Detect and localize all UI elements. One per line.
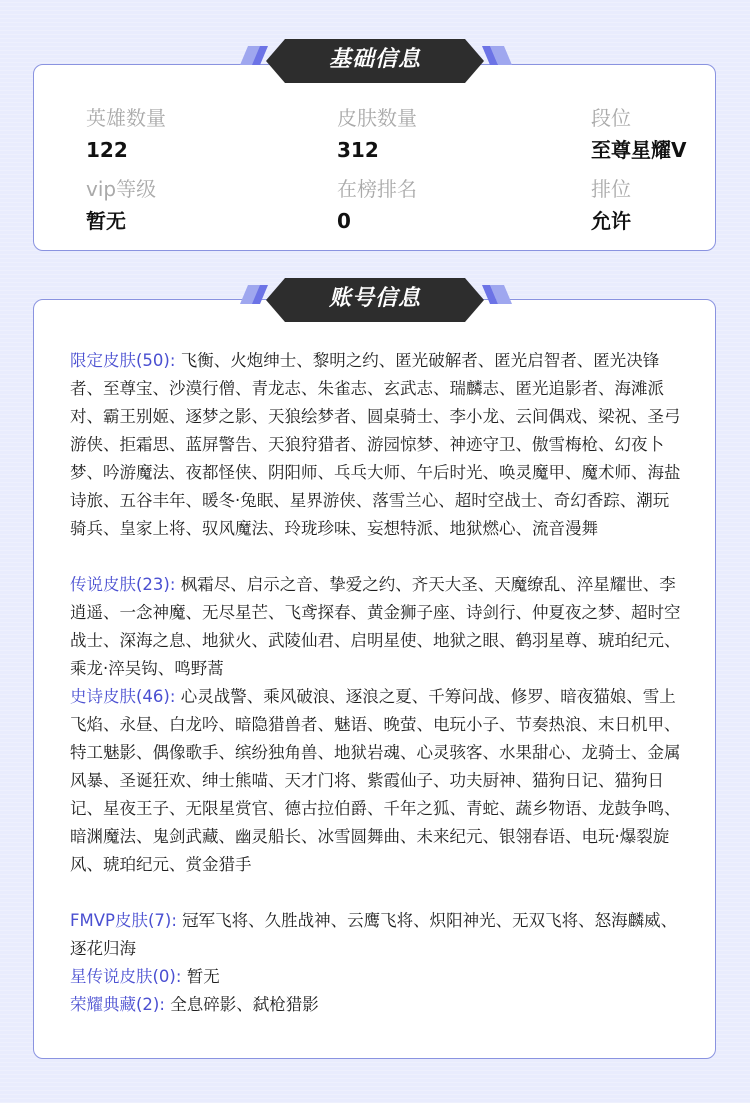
limited-skins-group [70,347,682,543]
limited-skins-label: 限定皮肤(50): [70,351,176,370]
legendary-skins-group [70,571,682,683]
ranked-mode-value: 允许 [591,209,631,233]
skin-count-item [337,105,417,163]
account-info-card [33,299,716,1059]
glory-collection-group [70,991,682,1019]
vip-level-item [86,176,156,234]
skin-count-label: 皮肤数量 [337,106,417,130]
hero-count-label: 英雄数量 [86,106,166,130]
rank-tier-value: 至尊星耀V [591,138,687,162]
legendary-skins-label: 传说皮肤(23): [70,575,176,594]
basic-info-title: 基础信息 [328,47,421,72]
ranked-mode-label: 排位 [591,177,631,201]
skin-count-value: 312 [337,138,379,162]
star-legend-skins-list: 暂无 [186,967,220,986]
ranked-mode-item [591,176,631,234]
glory-collection-list: 全息碎影、弑枪猎影 [170,995,319,1014]
rank-tier-label: 段位 [591,106,631,130]
leaderboard-rank-value: 0 [337,209,351,233]
account-info-title: 账号信息 [328,286,421,311]
fmvp-skins-list: 冠军飞将、久胜战神、云鹰飞将、炽阳神光、无双飞将、怒海麟威、逐花归海 [70,911,678,958]
limited-skins-list: 飞衡、火炮绅士、黎明之约、匿光破解者、匿光启智者、匿光决锋者、至尊宝、沙漠行僧、青龙志、朱雀志、玄武志、瑞麟志、匿光追影者、海滩派对、霸王别姬、逐梦之影、天狼绘梦者、圆桌骑士、李小龙、云间偶戏、梁祝、圣弓游侠、拒霜思、蓝屏警告、天狼狩猎者、游园惊梦、神迹守卫、傲雪梅枪、幻夜卜梦、吟游魔法、夜都怪侠、阴阳师、乓乓大师、午后时光、唤灵魔甲、魔术师、海盐诗旅、五谷丰年、暖冬·兔眠、星界游侠、落雪兰心、超时空战士、奇幻香踪、潮玩骑兵、皇家上将、驭风魔法、玲珑珍味、妄想特派、地狱燃心、流音漫舞 [70,351,681,538]
vip-level-value: 暂无 [86,209,126,233]
rank-tier-item [591,105,686,163]
basic-info-header [0,37,750,85]
basic-info-card [33,64,716,251]
epic-skins-list: 心灵战警、乘风破浪、逐浪之夏、千筹问战、修罗、暗夜猫娘、雪上飞焰、永昼、白龙吟、暗隐猎兽者、魅语、晚萤、电玩小子、节奏热浪、末日机甲、特工魅影、偶像歌手、缤纷独角兽、地狱岩魂、心灵骇客、水果甜心、龙骑士、金属风暴、圣诞狂欢、绅士熊喵、天才门将、紫霞仙子、功夫厨神、猫狗日记、猫狗日记、星夜王子、无限星赏官、德古拉伯爵、千年之狐、青蛇、蔬乡物语、龙鼓争鸣、暗渊魔法、鬼剑武藏、幽灵船长、冰雪圆舞曲、未来纪元、银翎春语、电玩·爆裂旋风、琥珀纪元、赏金猎手 [70,687,681,874]
vip-level-label: vip等级 [86,177,157,201]
epic-skins-group [70,683,682,879]
leaderboard-rank-item [337,176,417,234]
legendary-skins-list: 枫霜尽、启示之音、挚爱之约、齐天大圣、天魔缭乱、淬星耀世、李逍遥、一念神魔、无尽星芒、飞鸢探春、黄金狮子座、诗剑行、仲夏夜之梦、超时空战士、深海之息、地狱火、武陵仙君、启明星使、地狱之眼、鹤羽星尊、琥珀纪元、乘龙·淬吴钩、鸣野蒿 [70,575,681,678]
star-legend-skins-group [70,963,682,991]
epic-skins-label: 史诗皮肤(46): [70,687,176,706]
glory-collection-label: 荣耀典藏(2): [70,995,165,1014]
leaderboard-rank-label: 在榜排名 [337,177,417,201]
skin-list [70,347,682,1019]
account-info-header [0,276,750,324]
hero-count-item [86,105,166,163]
star-legend-skins-label: 星传说皮肤(0): [70,967,182,986]
fmvp-skins-group [70,907,682,963]
fmvp-skins-label: FMVP皮肤(7): [70,911,177,930]
hero-count-value: 122 [86,138,128,162]
